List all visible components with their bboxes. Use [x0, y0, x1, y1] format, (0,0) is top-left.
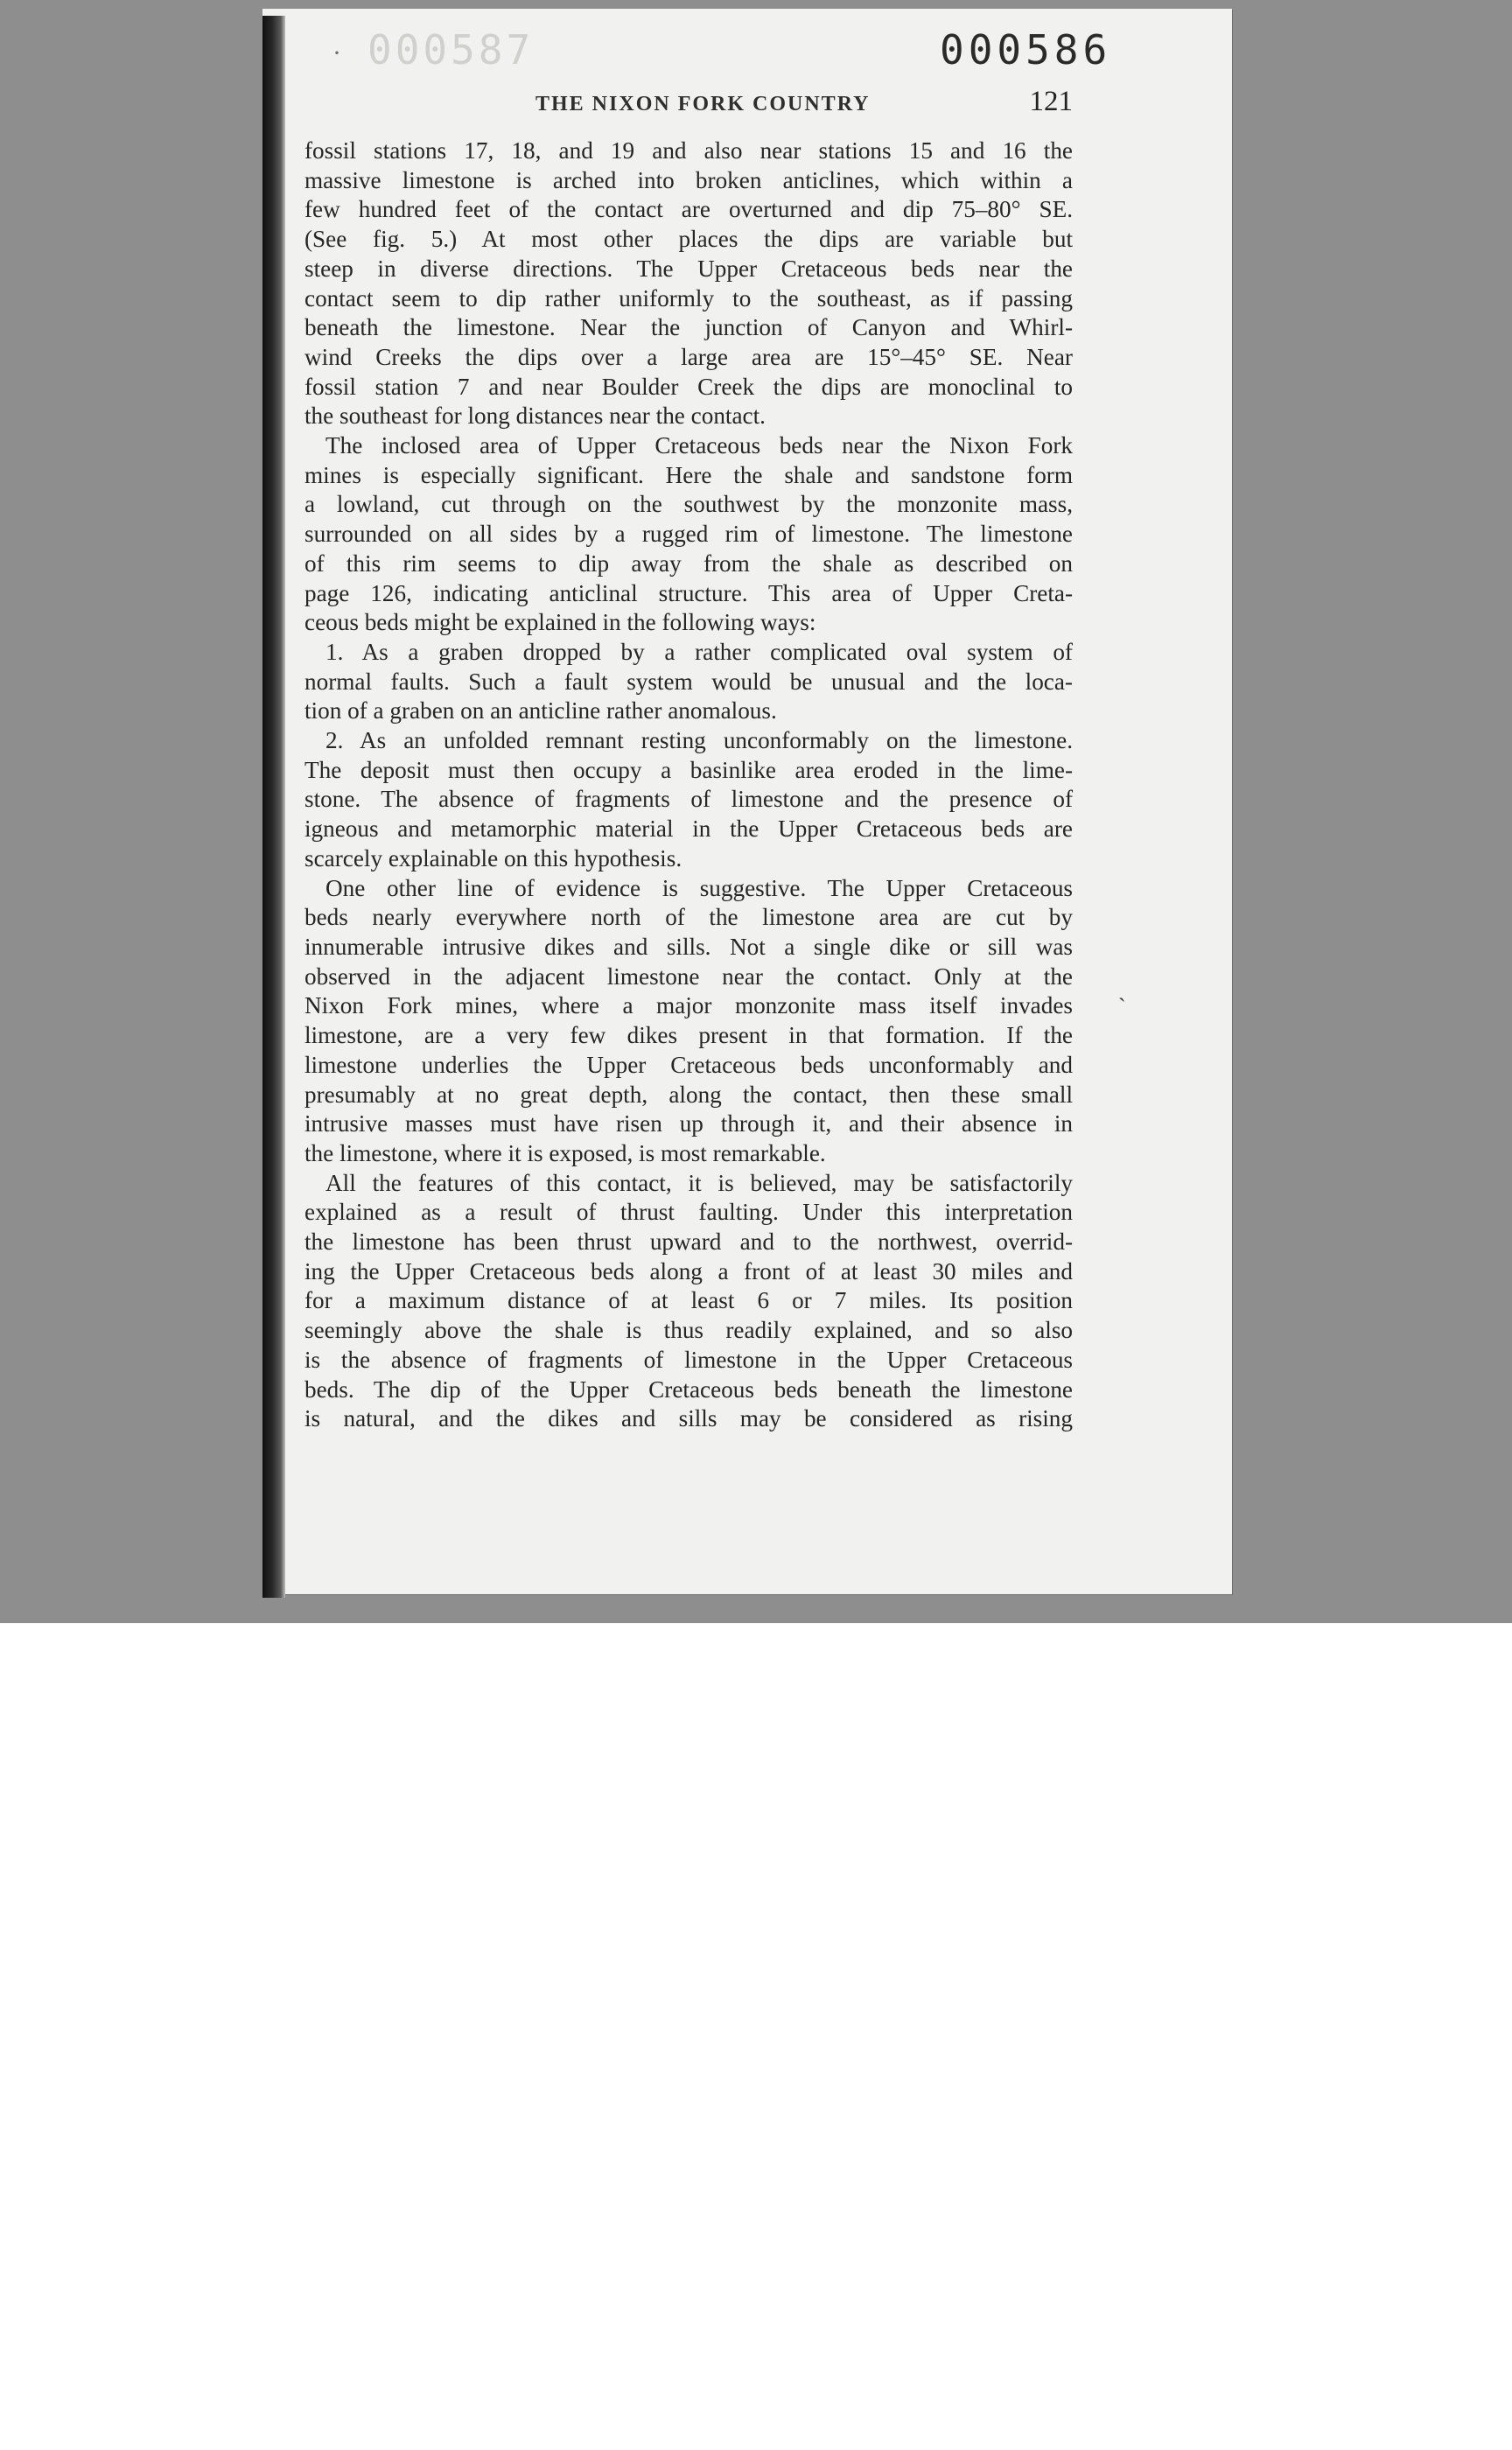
- text-line: a lowland, cut through on the southwest by the monzonite mass,: [304, 491, 1073, 518]
- text-line: 1. As a graben dropped by a rather complicated oval system of: [326, 638, 1073, 665]
- ghost-mark: ·: [332, 38, 341, 67]
- page-number: 121: [1029, 86, 1073, 117]
- margin-mark: ˏ: [1118, 976, 1126, 1002]
- text-line: igneous and metamorphic material in the Upper Cretaceous beds are: [304, 816, 1073, 843]
- text-line: fossil station 7 and near Boulder Creek the dips are monoclinal to: [304, 373, 1073, 400]
- text-line: is the absence of fragments of limestone in the Upper Cretaceous: [304, 1346, 1073, 1373]
- text-line: All the features of this contact, it is believed, may be satisfactorily: [326, 1169, 1073, 1196]
- text-line: (See fig. 5.) At most other places the dips are variable but: [304, 226, 1073, 253]
- text-line: observed in the adjacent limestone near the contact. Only at the: [304, 962, 1073, 990]
- text-line: massive limestone is arched into broken anticlines, which within a: [304, 166, 1073, 193]
- text-line: for a maximum distance of at least 6 or 7 miles. Its position: [304, 1287, 1073, 1314]
- text-line: the limestone has been thrust upward and to the northwest, overrid-: [304, 1228, 1073, 1256]
- text-line: explained as a result of thrust faulting. Under this interpretation: [304, 1199, 1073, 1226]
- ghost-stamp-number: 000587: [368, 26, 535, 74]
- binding-edge: [262, 16, 285, 1598]
- text-line: the limestone, where it is exposed, is most remarkable.: [304, 1139, 826, 1166]
- text-line: 2. As an unfolded remnant resting unconformably on the limestone.: [326, 727, 1073, 754]
- text-line: One other line of evidence is suggestive. The Upper Cretaceous: [326, 874, 1073, 901]
- text-line: normal faults. Such a fault system would be unusual and the loca-: [304, 668, 1073, 695]
- text-line: surrounded on all sides by a rugged rim of limestone. The limestone: [304, 521, 1073, 548]
- text-line: is natural, and the dikes and sills may be considered as rising: [304, 1405, 1073, 1432]
- text-line: limestone, are a very few dikes present in that formation. If the: [304, 1022, 1073, 1049]
- text-line: of this rim seems to dip away from the shale as described on: [304, 550, 1073, 577]
- text-line: ceous beds might be explained in the following ways:: [304, 609, 816, 636]
- text-line: intrusive masses must have risen up through it, and their absence in: [304, 1110, 1073, 1138]
- body-text: [304, 136, 1073, 1434]
- text-line: beds. The dip of the Upper Cretaceous beds beneath the limestone: [304, 1376, 1073, 1403]
- text-line: The deposit must then occupy a basinlike area eroded in the lime-: [304, 756, 1073, 783]
- text-line: tion of a graben on an anticline rather anomalous.: [304, 697, 777, 724]
- text-line: innumerable intrusive dikes and sills. Not a single dike or sill was: [304, 933, 1073, 960]
- text-line: fossil stations 17, 18, and 19 and also near stations 15 and 16 the: [304, 137, 1073, 164]
- text-line: beneath the limestone. Near the junction of Canyon and Whirl-: [304, 314, 1073, 341]
- text-line: presumably at no great depth, along the contact, then these small: [304, 1081, 1073, 1108]
- text-line: wind Creeks the dips over a large area are 15°–45° SE. Near: [304, 343, 1073, 370]
- stamp-number: 000586: [940, 26, 1112, 74]
- running-title: THE NIXON FORK COUNTRY: [536, 93, 871, 116]
- text-line: mines is especially significant. Here the shale and sandstone form: [304, 461, 1073, 488]
- page-header: [310, 86, 1073, 122]
- text-line: The inclosed area of Upper Cretaceous beds near the Nixon Fork: [326, 432, 1073, 459]
- text-line: the southeast for long distances near the contact.: [304, 402, 766, 430]
- text-line: stone. The absence of fragments of limestone and the presence of: [304, 786, 1073, 813]
- blank-area: [0, 1623, 1512, 2450]
- text-line: contact seem to dip rather uniformly to the southeast, as if passing: [304, 284, 1073, 312]
- text-line: beds nearly everywhere north of the limestone area are cut by: [304, 904, 1073, 931]
- text-line: few hundred feet of the contact are overturned and dip 75–80° SE.: [304, 196, 1073, 223]
- text-line: limestone underlies the Upper Cretaceous beds unconformably and: [304, 1051, 1073, 1078]
- text-line: scarcely explainable on this hypothesis.: [304, 844, 682, 872]
- text-line: page 126, indicating anticlinal structure. This area of Upper Creta-: [304, 579, 1073, 606]
- text-line: Nixon Fork mines, where a major monzonite mass itself invades: [304, 992, 1073, 1019]
- text-line: seemingly above the shale is thus readily explained, and so also: [304, 1317, 1073, 1344]
- text-line: steep in diverse directions. The Upper Cretaceous beds near the: [304, 255, 1073, 282]
- text-line: ing the Upper Cretaceous beds along a front of at least 30 miles and: [304, 1257, 1073, 1284]
